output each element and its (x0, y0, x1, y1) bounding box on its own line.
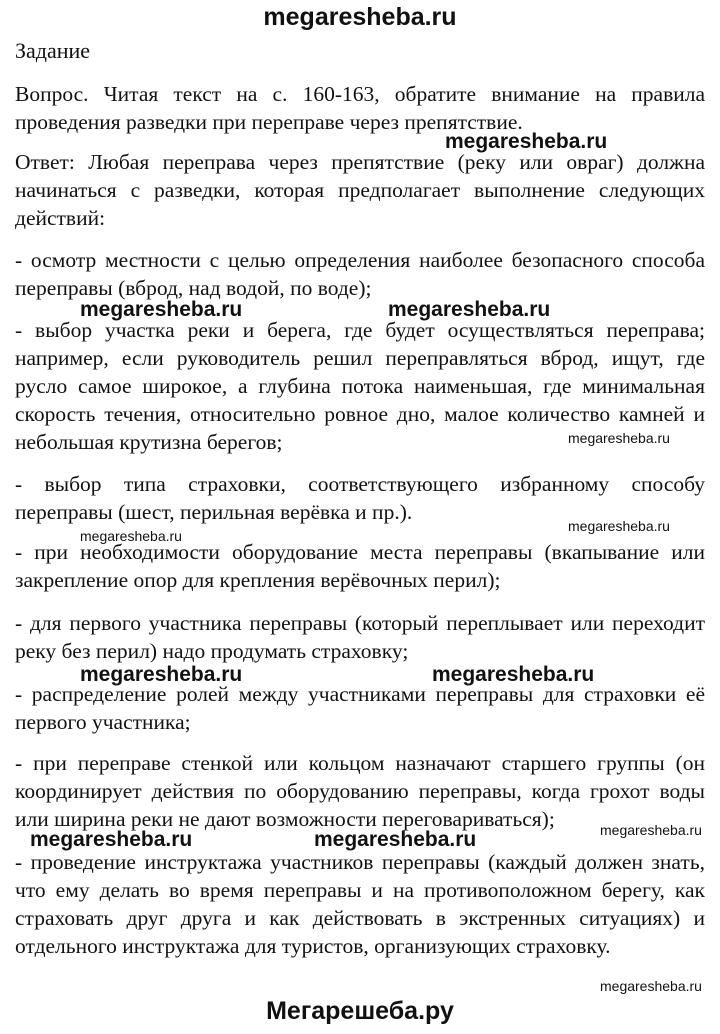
site-header: megaresheba.ru (263, 3, 457, 31)
watermark: megaresheba.ru (445, 130, 608, 153)
watermark: megaresheba.ru (80, 528, 182, 544)
watermark: megaresheba.ru (30, 828, 193, 851)
watermark: megaresheba.ru (314, 828, 477, 851)
list-item: - осмотр местности с целью определения наиболее безопасного способа переправы (вброд, над водой, по воде); (15, 248, 705, 300)
list-item: - проведение инструктажа участников переправы (каждый должен знать, что ему делать во время переправы и на противоположном берегу, как страховать друг друга и как действовать в экстренных ситуациях) и отдельного инструктажа для туристов, организующих страховку. (15, 850, 705, 958)
watermark: megaresheba.ru (568, 518, 670, 534)
list-item: - при необходимости оборудование места переправы (вкапывание или закрепление опор для крепления верёвочных перил); (15, 540, 705, 592)
answer-intro: Ответ: Любая переправа через препятствие (реку или овраг) должна начинаться с разведки, которая предполагает выполнение следующих действий: (15, 150, 705, 230)
question-text: Вопрос. Читая текст на с. 160-163, обратите внимание на правила проведения разведки при переправе через препятствие. (15, 82, 705, 134)
list-item: - для первого участника переправы (который переплывает или переходит реку без перил) надо продумать страховку; (15, 611, 705, 663)
watermark: megaresheba.ru (388, 298, 551, 321)
watermark: megaresheba.ru (80, 298, 243, 321)
list-item: - выбор типа страховки, соответствующего избранному способу переправы (шест, перильная верёвка и пр.). (15, 472, 705, 524)
watermark: megaresheba.ru (600, 822, 702, 838)
site-footer: Мегарешеба.ру (266, 997, 454, 1025)
list-item: - при переправе стенкой или кольцом назначают старшего группы (он координирует действия по оборудованию переправы, когда грохот воды или ширина реки не дают возможности переговариваться); (15, 751, 705, 831)
list-item: - распределение ролей между участниками переправы для страховки её первого участника; (15, 682, 705, 734)
watermark: megaresheba.ru (80, 663, 243, 686)
watermark: megaresheba.ru (600, 978, 702, 994)
watermark: megaresheba.ru (568, 430, 670, 446)
task-label: Задание (15, 38, 91, 63)
watermark: megaresheba.ru (432, 663, 595, 686)
list-item: - выбор участка реки и берега, где будет осуществляться переправа; например, если руководитель решил переправляться вброд, ищут, где русло самое широкое, а глубина потока наименьшая, где минимальная скорость течения, относительно ровное дно, малое количество камней и небольшая крутизна берегов; (15, 318, 705, 454)
